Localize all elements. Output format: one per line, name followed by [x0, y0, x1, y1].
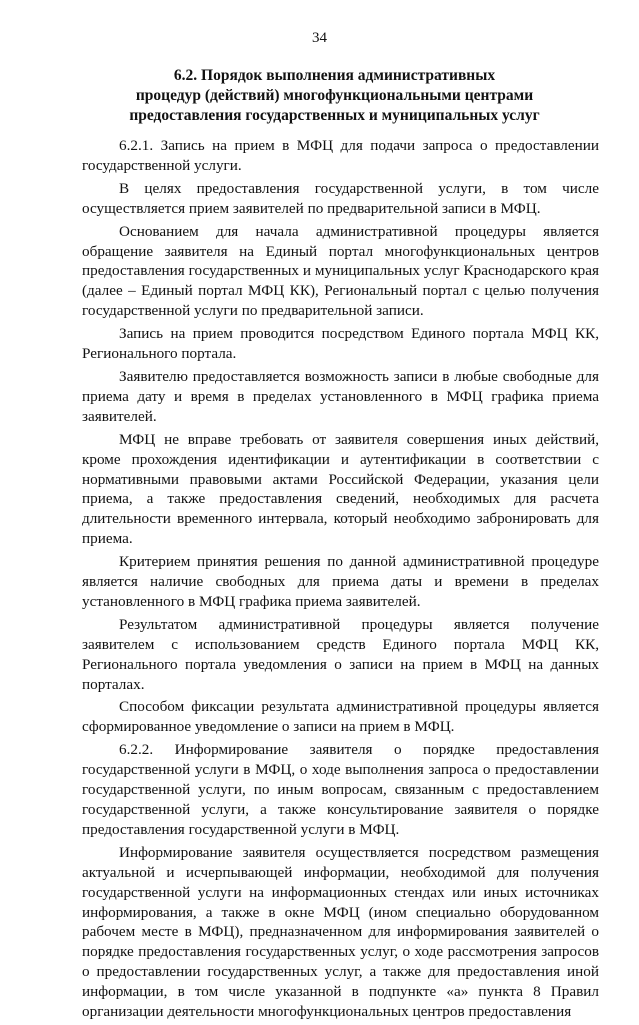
paragraph: МФЦ не вправе требовать от заявителя совершения иных действий, кроме прохождения идентификации и аутентификации в соответствии с нормативными правовыми актами Российской Федерации, указания цели приема, а также предоставления сведений, необходимых для расчета длительности временного интервала, который необходимо забронировать для приема.	[82, 430, 599, 548]
paragraph: Результатом административной процедуры является получение заявителем с использованием средств Единого портала МФЦ КК, Регионального портала уведомления о записи на прием в МФЦ на данных порталах.	[82, 615, 599, 693]
paragraph: Способом фиксации результата административной процедуры является сформированное уведомление о записи на прием в МФЦ.	[82, 698, 599, 736]
paragraph: Критерием принятия решения по данной административной процедуре является наличие свободных для приема даты и времени в пределах установленного в МФЦ графика приема заявителей.	[82, 553, 599, 610]
section-heading	[80, 66, 589, 126]
paragraph: Заявителю предоставляется возможность записи в любые свободные для приема дату и время в пределах установленного в МФЦ графика приема заявителей.	[82, 367, 599, 425]
paragraph: Запись на прием проводится посредством Единого портала МФЦ КК, Регионального портала.	[82, 325, 599, 363]
paragraph: Информирование заявителя осуществляется посредством размещения актуальной и исчерпывающей информации, необходимой для получения государственной услуги на информационных стендах или иных источниках информирования, а также в окне МФЦ (ином специально оборудованном рабочем месте в МФЦ), предназначенном для информирования заявителей о порядке предоставления государственных услуг, о ходе рассмотрения запросов о предоставлении государственных услуг, а также для предоставления иной информации, в том числе указанной в подпункте «а» пункта 8 Правил организации деятельности многофункциональных центров предоставления	[82, 843, 599, 1021]
paragraph: 6.2.2. Информирование заявителя о порядке предоставления государственной услуги в МФЦ, о ходе выполнения запроса о предоставлении государственной услуги, по иным вопросам, связанным с предоставлением государственной услуги, а также консультирование заявителя о порядке предоставления государственной услуги в МФЦ.	[82, 741, 599, 838]
heading-line: 6.2. Порядок выполнения административных	[173, 67, 496, 84]
document-body	[82, 136, 599, 1025]
page-number: 34	[312, 30, 327, 46]
paragraph: В целях предоставления государственной услуги, в том числе осуществляется прием заявителей по предварительной записи в МФЦ.	[82, 179, 599, 217]
heading-line: предоставления государственных и муниципальных услуг	[129, 107, 540, 124]
paragraph: 6.2.1. Запись на прием в МФЦ для подачи запроса о предоставлении государственной услуги.	[82, 137, 599, 174]
heading-line: процедур (действий) многофункциональными центрами	[135, 87, 534, 104]
paragraph: Основанием для начала административной процедуры является обращение заявителя на Единый портал многофункциональных центров предоставления государственных и муниципальных услуг Краснодарского края (далее – Единый портал МФЦ КК), Региональный портал с целью получения государственной услуги по предварительной записи.	[82, 222, 599, 320]
